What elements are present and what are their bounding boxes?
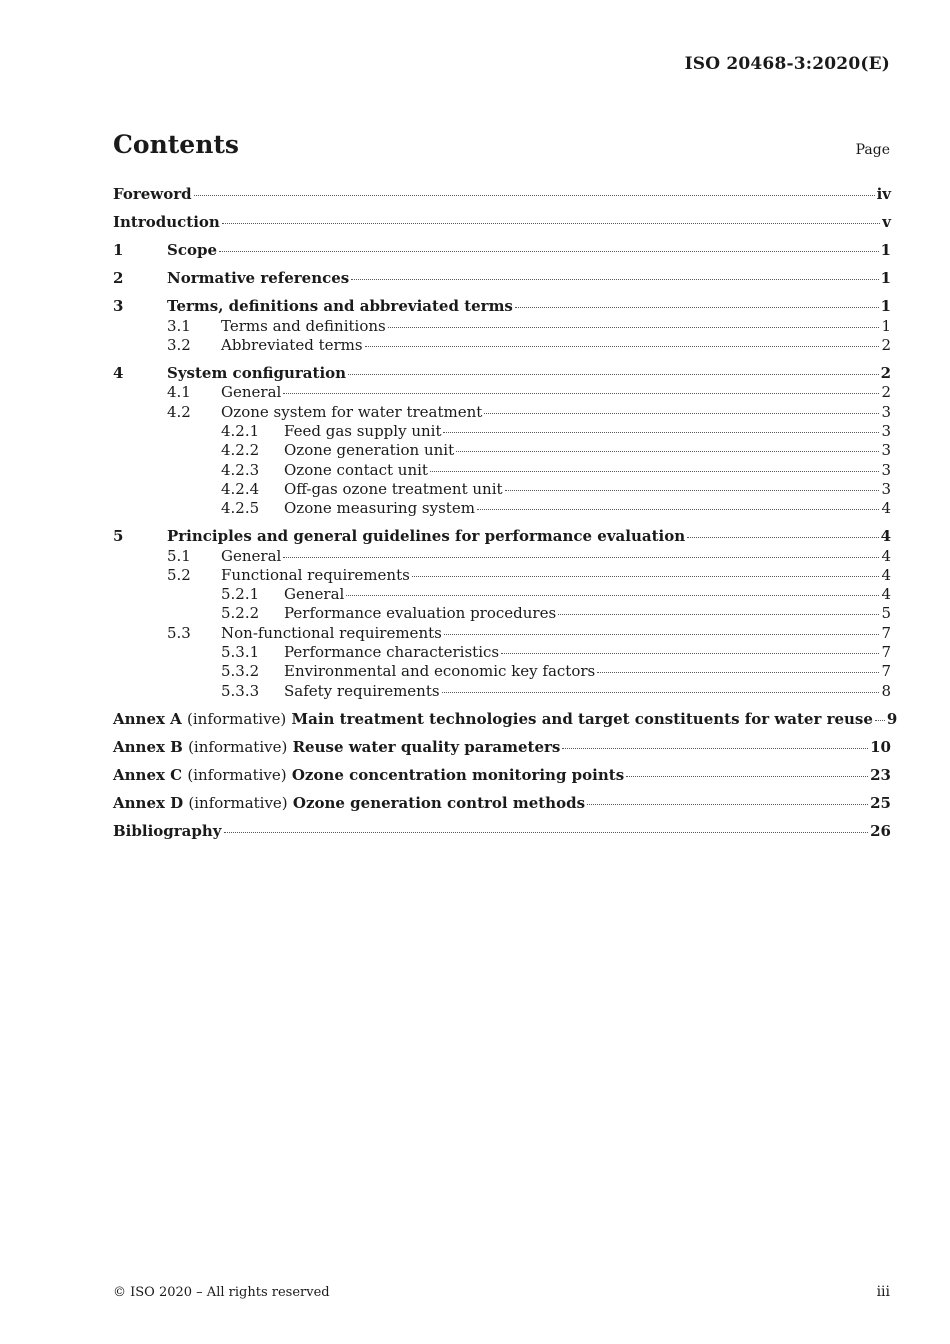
toc-entry-number: 5.3 — [167, 623, 191, 642]
dot-leader — [219, 251, 879, 252]
toc-entry-number: 5.3.3 — [221, 681, 260, 700]
dot-leader — [348, 374, 879, 375]
toc-entry-title: Scope — [167, 241, 218, 260]
toc-entry-general-5-1[interactable] — [113, 547, 891, 566]
dot-leader — [875, 720, 885, 721]
dot-leader — [442, 692, 880, 693]
toc-entry-bibliography[interactable] — [113, 822, 891, 841]
dot-leader — [388, 327, 880, 328]
annex-title: Ozone concentration monitoring points — [291, 765, 625, 784]
toc-entry-page: 1 — [880, 269, 891, 288]
toc-entry-number: 1 — [113, 241, 124, 260]
dot-leader — [194, 195, 875, 196]
toc-entry-annex-b[interactable] — [113, 738, 891, 757]
toc-entry-number: 4.2.4 — [221, 479, 260, 498]
toc-entry-number: 5.2 — [167, 565, 191, 584]
annex-informative: (informative) — [187, 765, 287, 784]
toc-entry-title: Introduction — [113, 213, 220, 232]
toc-entry-title: General — [284, 585, 345, 604]
dot-leader — [430, 471, 880, 472]
toc-entry-ozone-contact[interactable] — [113, 461, 891, 480]
toc-entry-page: 3 — [881, 402, 891, 421]
toc-entry-number: 3.2 — [167, 335, 191, 354]
toc-entry-title: General — [221, 546, 282, 565]
dot-leader — [456, 451, 879, 452]
annex-label: Annex C — [113, 765, 183, 784]
toc-entry-title: General — [221, 383, 282, 402]
dot-leader — [558, 614, 879, 615]
dot-leader — [412, 576, 880, 577]
toc-entry-title: Environmental and economic key factors — [284, 662, 596, 681]
toc-entry-performance-procedures[interactable] — [113, 604, 891, 623]
annex-informative: (informative) — [188, 737, 288, 756]
dot-leader — [687, 537, 878, 538]
document-identifier: ISO 20468-3:2020(E) — [684, 54, 890, 74]
toc-entry-environmental-factors[interactable] — [113, 662, 891, 681]
toc-entry-title: Ozone system for water treatment — [221, 402, 483, 421]
toc-entry-title: System configuration — [167, 364, 347, 383]
dot-leader — [283, 393, 879, 394]
toc-entry-number: 5 — [113, 527, 124, 546]
toc-entry-terms[interactable] — [113, 297, 891, 316]
toc-entry-number: 3.1 — [167, 316, 191, 335]
toc-entry-title: Non-functional requirements — [221, 623, 442, 642]
toc-entry-number: 4 — [113, 364, 124, 383]
toc-entry-number: 4.1 — [167, 383, 191, 402]
toc-entry-number: 5.1 — [167, 546, 191, 565]
toc-entry-title — [113, 710, 873, 729]
dot-leader — [346, 595, 879, 596]
toc-entry-number: 4.2 — [167, 402, 191, 421]
toc-entry-performance-characteristics[interactable] — [113, 643, 891, 662]
toc-entry-title — [113, 794, 585, 813]
dot-leader — [443, 432, 879, 433]
toc-entry-title — [113, 766, 624, 785]
toc-entry-page: 25 — [870, 793, 891, 812]
toc-entry-safety-requirements[interactable] — [113, 682, 891, 701]
toc-entry-annex-a[interactable] — [113, 709, 898, 729]
toc-entry-page: 3 — [881, 460, 891, 479]
toc-entry-system-configuration[interactable] — [113, 364, 891, 383]
toc-entry-title: Feed gas supply unit — [284, 421, 442, 440]
toc-entry-title: Normative references — [167, 269, 350, 288]
toc-entry-title: Abbreviated terms — [221, 335, 363, 354]
toc-entry-foreword[interactable] — [113, 185, 891, 204]
toc-entry-number: 4.2.5 — [221, 499, 260, 518]
toc-entry-annex-d[interactable] — [113, 794, 891, 813]
toc-entry-normative-references[interactable] — [113, 269, 891, 288]
contents-title: Contents — [113, 130, 240, 159]
dot-leader — [515, 307, 879, 308]
dot-leader — [505, 490, 880, 491]
annex-title: Ozone generation control methods — [292, 793, 586, 812]
dot-leader — [365, 346, 880, 347]
toc-entry-terms-definitions[interactable] — [113, 317, 891, 336]
toc-entry-number: 5.2.2 — [221, 604, 260, 623]
toc-entry-page: 4 — [881, 585, 891, 604]
toc-entry-page: 3 — [881, 479, 891, 498]
toc-entry-page: 7 — [881, 662, 891, 681]
toc-entry-page: 1 — [881, 316, 891, 335]
annex-label: Annex A — [113, 709, 182, 728]
toc-entry-page: 23 — [870, 765, 891, 784]
dot-leader — [477, 509, 880, 510]
toc-entry-number: 2 — [113, 269, 124, 288]
dot-leader — [444, 634, 880, 635]
toc-entry-page: 8 — [881, 681, 891, 700]
annex-title: Main treatment technologies and target constituents for water reuse — [291, 709, 873, 728]
page-number: iii — [876, 1284, 890, 1300]
toc-entry-title: Ozone measuring system — [284, 499, 475, 518]
toc-entry-introduction[interactable] — [113, 213, 891, 232]
toc-entry-non-functional[interactable] — [113, 624, 891, 643]
toc-entry-ozone-system[interactable] — [113, 403, 891, 422]
toc-entry-number: 3 — [113, 297, 124, 316]
toc-entry-title: Terms, definitions and abbreviated terms — [167, 297, 513, 316]
toc-entry-page: 7 — [881, 623, 891, 642]
toc-entry-functional-requirements[interactable] — [113, 566, 891, 585]
dot-leader — [597, 672, 879, 673]
toc-entry-page: 1 — [880, 297, 891, 316]
toc-entry-page: 3 — [881, 441, 891, 460]
toc-entry-annex-c[interactable] — [113, 766, 891, 785]
toc-entry-page: 4 — [881, 546, 891, 565]
toc-entry-scope[interactable] — [113, 241, 891, 260]
toc-entry-page: 4 — [881, 499, 891, 518]
toc-entry-page: 5 — [881, 604, 891, 623]
toc-entry-general-4-1[interactable] — [113, 383, 891, 402]
toc-entry-page: 2 — [880, 364, 891, 383]
toc-entry-ozone-measuring[interactable] — [113, 499, 891, 518]
toc-entry-page: 9 — [886, 709, 898, 728]
dot-leader — [484, 413, 879, 414]
toc-entry-number: 5.2.1 — [221, 585, 260, 604]
toc-entry-abbreviated-terms[interactable] — [113, 336, 891, 355]
toc-entry-page: 7 — [881, 643, 891, 662]
dot-leader — [351, 279, 878, 280]
dot-leader — [626, 776, 868, 777]
toc-entry-title: Off-gas ozone treatment unit — [284, 479, 503, 498]
dot-leader — [501, 653, 879, 654]
toc-entry-general-5-2-1[interactable] — [113, 585, 891, 604]
table-of-contents — [113, 185, 898, 841]
toc-entry-principles[interactable] — [113, 527, 891, 546]
toc-entry-page: 3 — [881, 421, 891, 440]
toc-entry-page: iv — [876, 185, 891, 203]
annex-informative: (informative) — [188, 793, 288, 812]
toc-entry-title: Bibliography — [113, 822, 222, 841]
toc-entry-page: 4 — [880, 527, 891, 546]
toc-entry-title: Terms and definitions — [221, 316, 386, 335]
toc-entry-page: 2 — [881, 335, 891, 354]
toc-entry-number: 4.2.3 — [221, 460, 260, 479]
dot-leader — [222, 223, 880, 224]
toc-entry-title: Ozone generation unit — [284, 441, 455, 460]
toc-entry-page: 4 — [881, 565, 891, 584]
annex-informative: (informative) — [187, 709, 287, 728]
toc-entry-feed-gas[interactable] — [113, 422, 891, 441]
toc-entry-title: Functional requirements — [221, 565, 410, 584]
toc-entry-title: Safety requirements — [284, 681, 440, 700]
toc-entry-number: 4.2.1 — [221, 421, 260, 440]
toc-entry-number: 5.3.1 — [221, 643, 260, 662]
annex-label: Annex B — [113, 737, 183, 756]
copyright-notice: © ISO 2020 – All rights reserved — [113, 1285, 330, 1300]
toc-entry-number: 5.3.2 — [221, 662, 260, 681]
toc-entry-title: Performance evaluation procedures — [284, 604, 557, 623]
dot-leader — [587, 804, 868, 805]
toc-entry-title: Foreword — [113, 185, 192, 203]
toc-entry-off-gas[interactable] — [113, 480, 891, 499]
contents-header — [113, 130, 890, 166]
dot-leader — [283, 557, 879, 558]
annex-label: Annex D — [113, 793, 184, 812]
page-column-label: Page — [855, 142, 890, 158]
toc-entry-title: Performance characteristics — [284, 643, 500, 662]
toc-entry-page: 1 — [880, 241, 891, 260]
toc-entry-title: Principles and general guidelines for performance evaluation — [167, 527, 686, 546]
toc-entry-page: 2 — [881, 383, 891, 402]
toc-entry-number: 4.2.2 — [221, 441, 260, 460]
toc-entry-ozone-generation[interactable] — [113, 441, 891, 460]
toc-entry-page: 26 — [870, 822, 891, 841]
toc-entry-page: v — [882, 213, 891, 232]
dot-leader — [224, 832, 869, 833]
toc-entry-page: 10 — [870, 737, 891, 756]
toc-entry-title: Ozone contact unit — [284, 460, 428, 479]
dot-leader — [562, 748, 868, 749]
toc-entry-title — [113, 738, 560, 757]
annex-title: Reuse water quality parameters — [292, 737, 561, 756]
